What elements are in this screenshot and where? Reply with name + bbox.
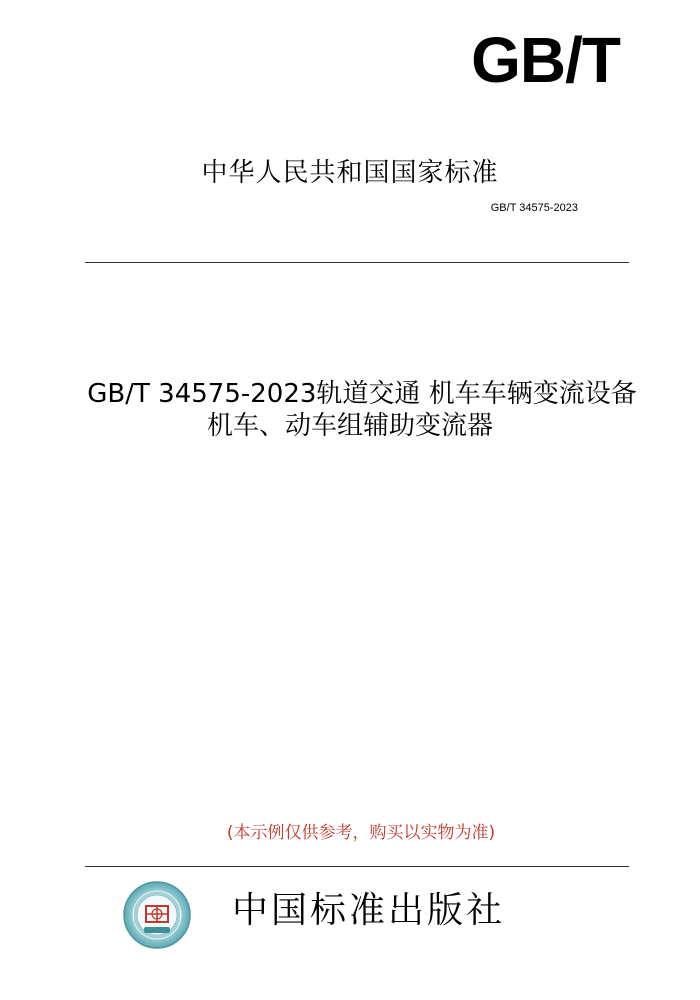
- national-standard-title: 中华人民共和国国家标准: [201, 158, 499, 188]
- bottom-divider: [85, 866, 629, 867]
- publisher-seal-icon: [122, 880, 192, 950]
- document-title-line-2: 机车、动车组辅助变流器: [206, 411, 493, 441]
- sample-notice: (本示例仅供参考，购买以实物为准): [226, 823, 496, 843]
- gbt-logo: GB/T: [471, 24, 620, 96]
- document-title: [0, 378, 700, 442]
- standard-number: GB/T 34575-2023: [490, 202, 578, 214]
- publisher-name: 中国标准出版社: [232, 890, 506, 931]
- document-title-line-1: GB/T 34575-2023轨道交通 机车车辆变流设备: [87, 379, 637, 409]
- top-divider: [85, 262, 629, 263]
